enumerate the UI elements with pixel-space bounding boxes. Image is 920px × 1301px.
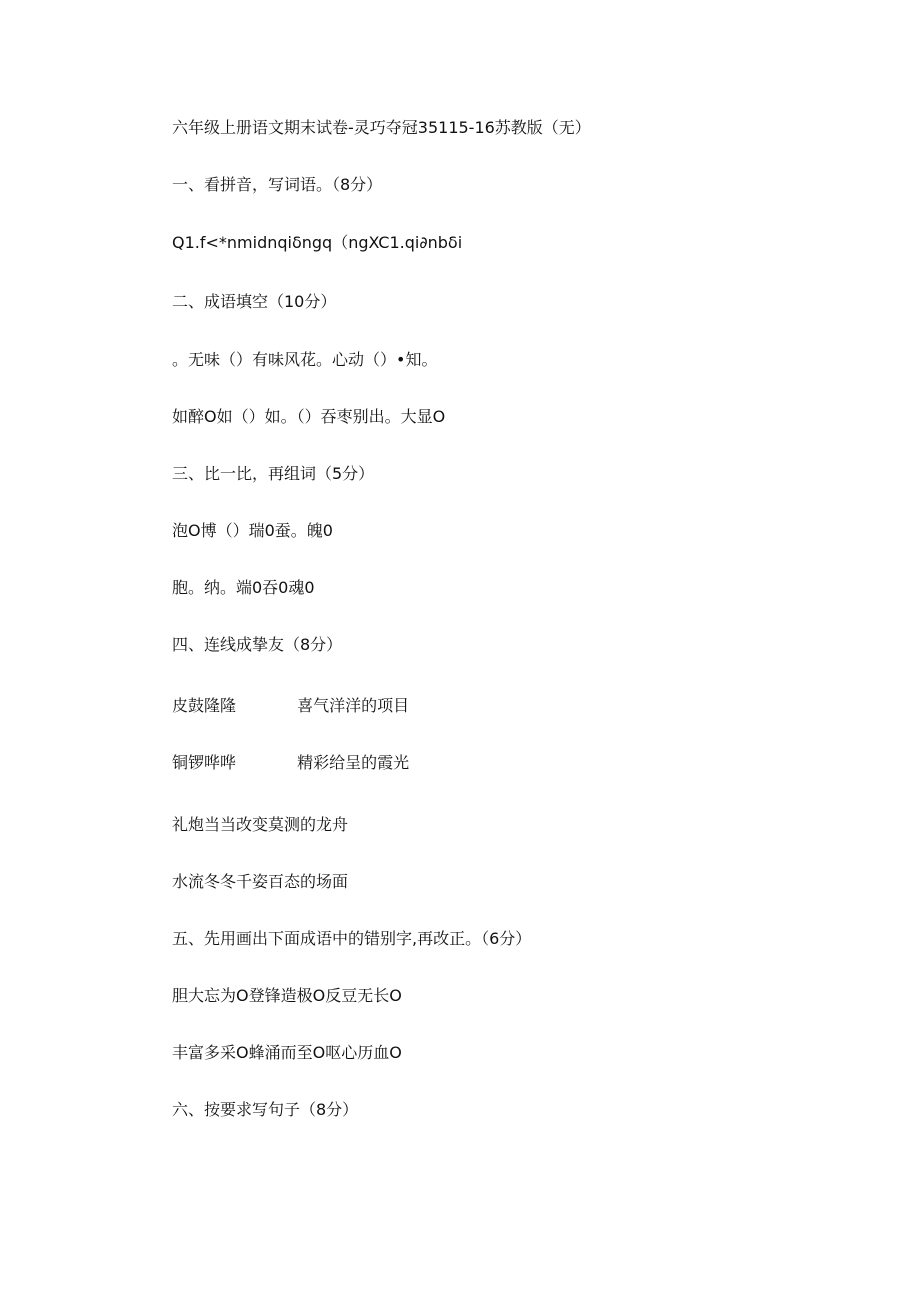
section2-line2: 如醉O如（）如。（）吞枣别出。大显O	[172, 407, 446, 426]
section5-line1: 胆大忘为O登锋造极O反豆无长O	[172, 986, 402, 1005]
section2-heading: 二、成语填空（10分）	[172, 292, 337, 311]
section3-heading: 三、比一比，再组词（5分）	[172, 464, 375, 483]
matching-row-3: 礼炮当当改变莫测的龙舟	[172, 815, 349, 834]
section2-line1: 。无味（）有味风花。心动（）•知。	[172, 350, 438, 369]
matching-row-1-left: 皮鼓隆隆	[172, 696, 237, 715]
section5-heading: 五、先用画出下面成语中的错别字,再改正。（6分）	[172, 929, 532, 948]
matching-row-2-right: 精彩给呈的霞光	[297, 753, 410, 772]
section1-content: Q1.f<*nmidnqiδngq（ngXC1.qi∂nbδi	[172, 233, 463, 252]
section6-heading: 六、按要求写句子（8分）	[172, 1100, 359, 1119]
matching-row-1-right: 喜气洋洋的项目	[297, 696, 410, 715]
matching-row-2	[172, 753, 409, 773]
section3-line1: 泡O博（）瑞0蚕。魄0	[172, 521, 333, 540]
matching-row-1	[172, 696, 409, 716]
document-title: 六年级上册语文期末试卷-灵巧夺冠35115-16苏教版（无）	[172, 118, 591, 137]
section4-heading: 四、连线成挚友（8分）	[172, 635, 343, 654]
matching-row-2-left: 铜锣哗哗	[172, 753, 237, 772]
matching-row-4: 水流冬冬千姿百态的场面	[172, 872, 349, 891]
section1-heading: 一、看拼音，写词语。（8分）	[172, 175, 383, 194]
section3-line2: 胞。纳。端0吞0魂0	[172, 578, 315, 597]
section5-line2: 丰富多采O蜂涌而至O呕心历血O	[172, 1043, 402, 1062]
